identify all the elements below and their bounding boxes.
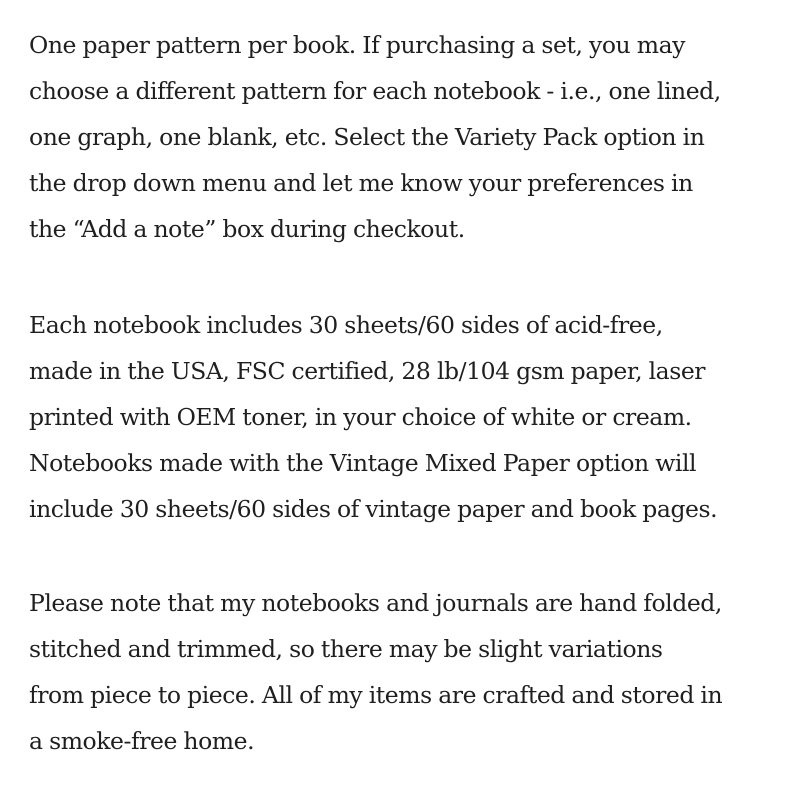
text-line: printed with OEM toner, in your choice of white or cream. [29,403,692,431]
text-line: choose a different pattern for each notebook - i.e., one lined, [29,77,721,105]
paragraph-paper-pattern [29,22,721,252]
text-line: a smoke-free home. [29,727,255,755]
paragraph-handmade-note [29,580,722,764]
text-line: Please note that my notebooks and journals are hand folded, [29,589,722,617]
text-line: the drop down menu and let me know your preferences in [29,169,693,197]
text-line: one graph, one blank, etc. Select the Variety Pack option in [29,123,705,151]
text-line: made in the USA, FSC certified, 28 lb/104 gsm paper, laser [29,357,706,385]
text-line: stitched and trimmed, so there may be slight variations [29,635,663,663]
text-line: Each notebook includes 30 sheets/60 sides of acid-free, [29,311,663,339]
text-line: One paper pattern per book. If purchasing a set, you may [29,31,685,59]
text-line: Notebooks made with the Vintage Mixed Paper option will [29,449,697,477]
text-line: from piece to piece. All of my items are crafted and stored in [29,681,723,709]
text-line: the “Add a note” box during checkout. [29,215,465,243]
text-line: include 30 sheets/60 sides of vintage paper and book pages. [29,495,718,523]
paragraph-paper-specs [29,302,717,532]
